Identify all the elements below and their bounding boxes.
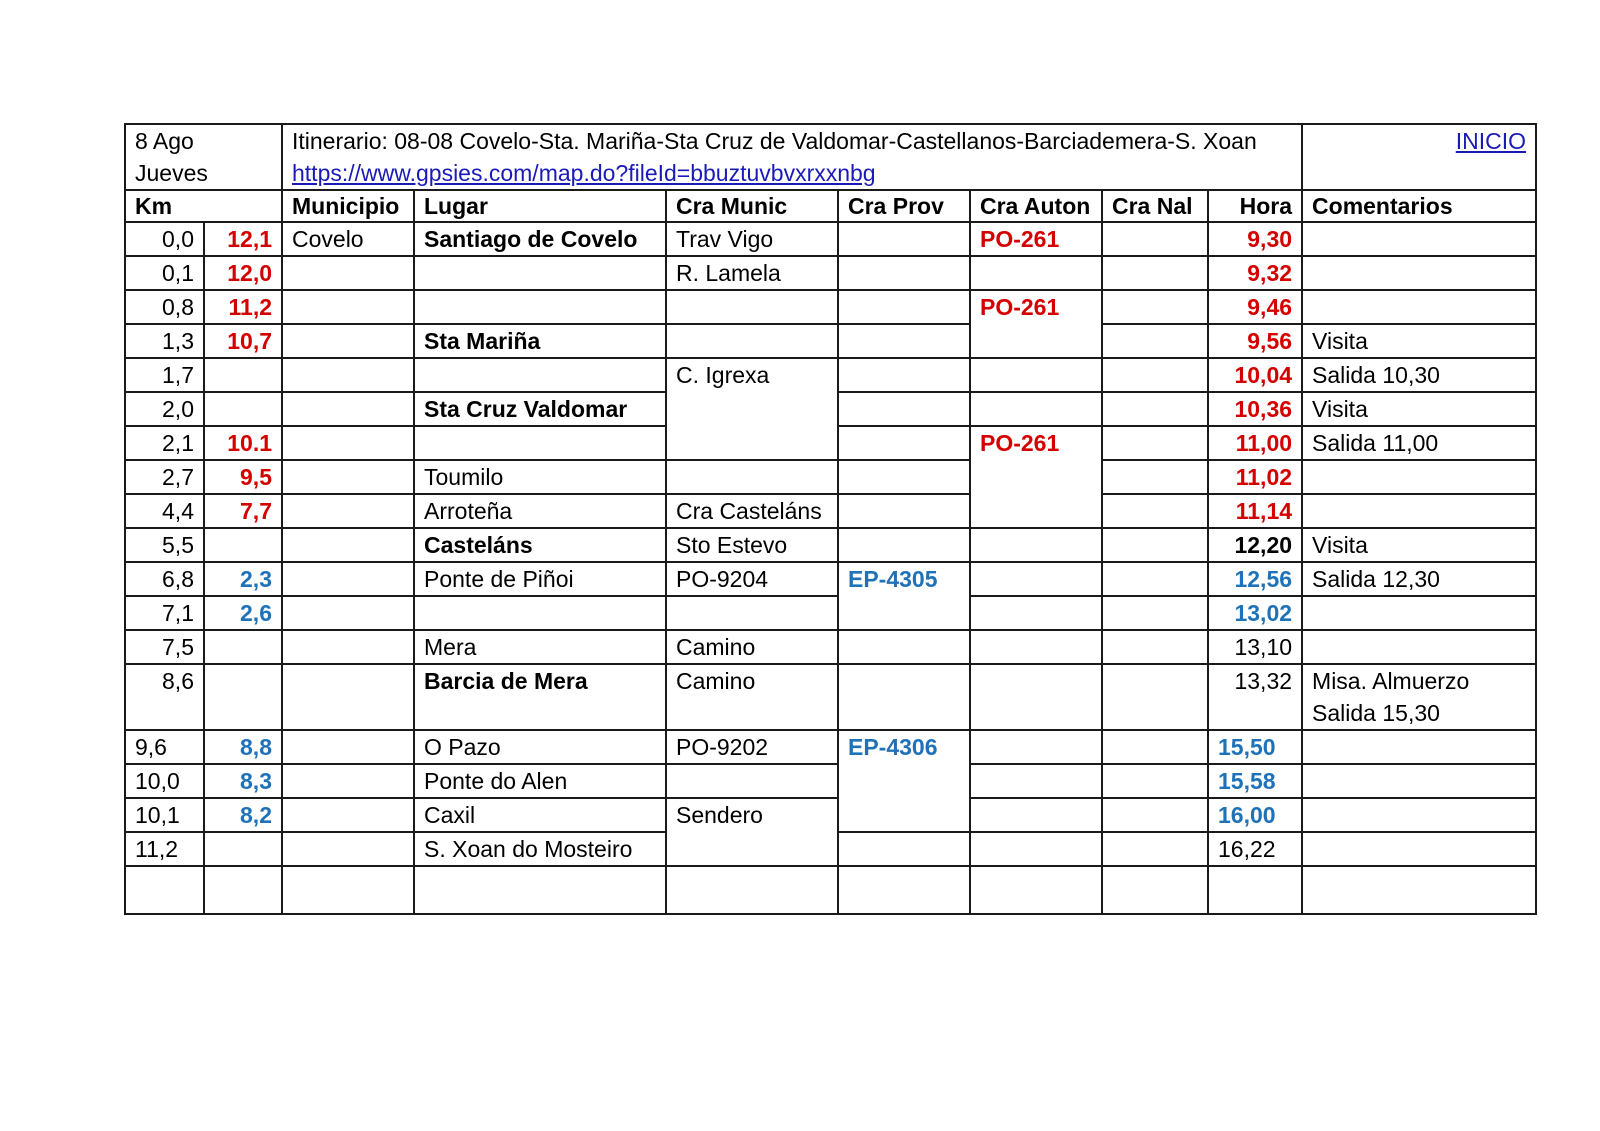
cra-auton-cell	[970, 630, 1102, 664]
lugar-cell	[414, 290, 666, 324]
km-cell: 1,7	[125, 358, 204, 392]
km-cell: 10,1	[125, 798, 204, 832]
lugar-cell	[414, 426, 666, 460]
cra-prov-cell	[838, 324, 970, 358]
municipio-cell: Covelo	[282, 222, 414, 256]
inicio-cell	[1302, 124, 1536, 190]
table-row	[125, 324, 1536, 358]
cra-auton-cell: PO-261	[970, 222, 1102, 256]
cra-prov-cell	[838, 460, 970, 494]
municipio-cell	[282, 494, 414, 528]
cra-auton-cell	[970, 528, 1102, 562]
cra-auton-cell	[970, 798, 1102, 832]
lugar-cell: Mera	[414, 630, 666, 664]
cra-nal-cell	[1102, 730, 1208, 764]
comentario-cell: Visita	[1302, 392, 1536, 426]
municipio-cell	[282, 290, 414, 324]
cra-munic-cell: Trav Vigo	[666, 222, 838, 256]
km-cell: 4,4	[125, 494, 204, 528]
cra-nal-cell	[1102, 596, 1208, 630]
lugar-cell	[414, 358, 666, 392]
km-remaining-cell: 11,2	[204, 290, 282, 324]
km-remaining-cell: 10.1	[204, 426, 282, 460]
cra-munic-cell: Camino	[666, 664, 838, 730]
cra-munic-cell: Sto Estevo	[666, 528, 838, 562]
km-cell: 9,6	[125, 730, 204, 764]
lugar-cell: Sta Cruz Valdomar	[414, 392, 666, 426]
cra-auton-cell	[970, 596, 1102, 630]
lugar-cell: Ponte do Alen	[414, 764, 666, 798]
km-remaining-cell: 8,8	[204, 730, 282, 764]
date-cell	[125, 124, 282, 190]
km-remaining-cell	[204, 664, 282, 730]
empty-cell	[1302, 866, 1536, 914]
lugar-cell: O Pazo	[414, 730, 666, 764]
hora-cell: 13,02	[1208, 596, 1302, 630]
km-remaining-cell: 8,2	[204, 798, 282, 832]
km-remaining-cell: 2,6	[204, 596, 282, 630]
cra-nal-cell	[1102, 494, 1208, 528]
km-cell: 7,1	[125, 596, 204, 630]
col-hora: Hora	[1208, 190, 1302, 222]
cra-munic-cell: C. Igrexa	[666, 358, 838, 460]
km-remaining-cell: 9,5	[204, 460, 282, 494]
cra-auton-cell: PO-261	[970, 426, 1102, 528]
km-remaining-cell: 12,1	[204, 222, 282, 256]
cra-auton-cell	[970, 832, 1102, 866]
col-cra-auton: Cra Auton	[970, 190, 1102, 222]
km-cell: 5,5	[125, 528, 204, 562]
comentario-cell	[1302, 256, 1536, 290]
cra-nal-cell	[1102, 324, 1208, 358]
table-row	[125, 664, 1536, 730]
col-km: Km	[125, 190, 282, 222]
empty-cell	[414, 866, 666, 914]
comentario-cell: Visita	[1302, 528, 1536, 562]
km-cell: 10,0	[125, 764, 204, 798]
km-cell: 0,0	[125, 222, 204, 256]
cra-munic-cell: R. Lamela	[666, 256, 838, 290]
empty-cell	[125, 866, 204, 914]
cra-munic-cell	[666, 290, 838, 324]
comentario-cell	[1302, 596, 1536, 630]
lugar-cell: Ponte de Piñoi	[414, 562, 666, 596]
itinerary-title: Itinerario: 08-08 Covelo-Sta. Mariña-Sta Cruz de Valdomar-Castellanos-Barciademera-S. Xoan	[292, 128, 1257, 154]
comentario-cell	[1302, 764, 1536, 798]
km-remaining-cell	[204, 630, 282, 664]
col-comentarios: Comentarios	[1302, 190, 1536, 222]
cra-prov-cell	[838, 222, 970, 256]
table-row	[125, 494, 1536, 528]
comentario-cell	[1302, 460, 1536, 494]
cra-prov-cell	[838, 630, 970, 664]
cra-auton-cell	[970, 392, 1102, 426]
cra-prov-cell	[838, 392, 970, 426]
cra-nal-cell	[1102, 528, 1208, 562]
km-cell: 2,0	[125, 392, 204, 426]
cra-nal-cell	[1102, 256, 1208, 290]
cra-munic-cell	[666, 764, 838, 798]
cra-auton-cell	[970, 664, 1102, 730]
inicio-link[interactable]: INICIO	[1455, 128, 1527, 154]
hora-cell: 11,02	[1208, 460, 1302, 494]
lugar-cell: Barcia de Mera	[414, 664, 666, 730]
hora-cell: 11,14	[1208, 494, 1302, 528]
table-row	[125, 630, 1536, 664]
empty-cell	[970, 866, 1102, 914]
comentario-cell: Salida 10,30	[1302, 358, 1536, 392]
table-row	[125, 460, 1536, 494]
cra-prov-cell	[838, 426, 970, 460]
hora-cell: 15,50	[1208, 730, 1302, 764]
cra-munic-cell: PO-9202	[666, 730, 838, 764]
cra-munic-cell: PO-9204	[666, 562, 838, 596]
km-cell: 1,3	[125, 324, 204, 358]
hora-cell: 13,10	[1208, 630, 1302, 664]
empty-cell	[838, 866, 970, 914]
route-link[interactable]: https://www.gpsies.com/map.do?fileId=bbuztuvbvxrxxnbg	[292, 160, 876, 186]
empty-cell	[204, 866, 282, 914]
cra-prov-cell	[838, 528, 970, 562]
cra-auton-cell	[970, 358, 1102, 392]
comentario-line: Salida 15,30	[1312, 700, 1440, 726]
hora-cell: 12,56	[1208, 562, 1302, 596]
hora-cell: 12,20	[1208, 528, 1302, 562]
empty-row	[125, 866, 1536, 914]
col-cra-prov: Cra Prov	[838, 190, 970, 222]
cra-nal-cell	[1102, 290, 1208, 324]
lugar-cell	[414, 256, 666, 290]
comentario-cell: Salida 11,00	[1302, 426, 1536, 460]
cra-prov-cell	[838, 664, 970, 730]
km-remaining-cell: 7,7	[204, 494, 282, 528]
empty-cell	[1102, 866, 1208, 914]
hora-cell: 16,22	[1208, 832, 1302, 866]
cra-nal-cell	[1102, 358, 1208, 392]
col-lugar: Lugar	[414, 190, 666, 222]
cra-auton-cell	[970, 764, 1102, 798]
cra-nal-cell	[1102, 562, 1208, 596]
comentario-cell	[1302, 798, 1536, 832]
km-cell: 2,1	[125, 426, 204, 460]
cra-munic-cell	[666, 596, 838, 630]
hora-cell: 9,30	[1208, 222, 1302, 256]
col-municipio: Municipio	[282, 190, 414, 222]
lugar-cell: Arroteña	[414, 494, 666, 528]
municipio-cell	[282, 730, 414, 764]
comentario-cell: Visita	[1302, 324, 1536, 358]
col-cra-nal: Cra Nal	[1102, 190, 1208, 222]
comentario-cell: Salida 12,30	[1302, 562, 1536, 596]
hora-cell: 9,32	[1208, 256, 1302, 290]
table-row	[125, 596, 1536, 630]
cra-munic-cell: Camino	[666, 630, 838, 664]
lugar-cell	[414, 596, 666, 630]
comentario-cell	[1302, 494, 1536, 528]
cra-munic-cell: Sendero	[666, 798, 838, 866]
col-cra-munic: Cra Munic	[666, 190, 838, 222]
km-remaining-cell: 12,0	[204, 256, 282, 290]
municipio-cell	[282, 426, 414, 460]
municipio-cell	[282, 324, 414, 358]
cra-nal-cell	[1102, 392, 1208, 426]
municipio-cell	[282, 460, 414, 494]
municipio-cell	[282, 358, 414, 392]
cra-nal-cell	[1102, 764, 1208, 798]
comentario-cell	[1302, 730, 1536, 764]
comentario-cell	[1302, 832, 1536, 866]
cra-nal-cell	[1102, 664, 1208, 730]
lugar-cell: Toumilo	[414, 460, 666, 494]
municipio-cell	[282, 798, 414, 832]
cra-auton-cell	[970, 562, 1102, 596]
hora-cell: 13,32	[1208, 664, 1302, 730]
table-row	[125, 358, 1536, 392]
cra-nal-cell	[1102, 222, 1208, 256]
lugar-cell: Caxil	[414, 798, 666, 832]
cra-prov-cell: EP-4306	[838, 730, 970, 832]
table-row	[125, 222, 1536, 256]
municipio-cell	[282, 256, 414, 290]
table-row	[125, 256, 1536, 290]
header-row	[125, 124, 1536, 190]
municipio-cell	[282, 596, 414, 630]
empty-cell	[1208, 866, 1302, 914]
cra-auton-cell	[970, 256, 1102, 290]
municipio-cell	[282, 630, 414, 664]
lugar-cell: Casteláns	[414, 528, 666, 562]
municipio-cell	[282, 764, 414, 798]
km-remaining-cell: 8,3	[204, 764, 282, 798]
hora-cell: 16,00	[1208, 798, 1302, 832]
empty-cell	[282, 866, 414, 914]
cra-prov-cell: EP-4305	[838, 562, 970, 630]
table-row	[125, 562, 1536, 596]
comentario-line: Misa. Almuerzo	[1312, 668, 1470, 694]
cra-nal-cell	[1102, 426, 1208, 460]
municipio-cell	[282, 664, 414, 730]
cra-nal-cell	[1102, 798, 1208, 832]
municipio-cell	[282, 562, 414, 596]
km-remaining-cell	[204, 528, 282, 562]
cra-auton-cell	[970, 730, 1102, 764]
table-row	[125, 764, 1536, 798]
lugar-cell: Santiago de Covelo	[414, 222, 666, 256]
table-row	[125, 528, 1536, 562]
table-row	[125, 290, 1536, 324]
cra-prov-cell	[838, 290, 970, 324]
hora-cell: 15,58	[1208, 764, 1302, 798]
km-remaining-cell	[204, 392, 282, 426]
km-remaining-cell: 2,3	[204, 562, 282, 596]
cra-prov-cell	[838, 256, 970, 290]
date: 8 Ago	[135, 128, 194, 154]
empty-cell	[666, 866, 838, 914]
km-remaining-cell: 10,7	[204, 324, 282, 358]
km-cell: 0,8	[125, 290, 204, 324]
km-remaining-cell	[204, 358, 282, 392]
km-cell: 7,5	[125, 630, 204, 664]
municipio-cell	[282, 392, 414, 426]
cra-prov-cell	[838, 494, 970, 528]
cra-munic-cell	[666, 324, 838, 358]
comentario-cell	[1302, 630, 1536, 664]
table-row	[125, 730, 1536, 764]
km-cell: 0,1	[125, 256, 204, 290]
cra-munic-cell: Cra Casteláns	[666, 494, 838, 528]
cra-auton-cell: PO-261	[970, 290, 1102, 358]
municipio-cell	[282, 832, 414, 866]
hora-cell: 9,46	[1208, 290, 1302, 324]
cra-prov-cell	[838, 358, 970, 392]
comentario-cell	[1302, 222, 1536, 256]
itinerary-cell	[282, 124, 1302, 190]
km-cell: 2,7	[125, 460, 204, 494]
cra-munic-cell	[666, 460, 838, 494]
lugar-cell: S. Xoan do Mosteiro	[414, 832, 666, 866]
itinerary-table	[124, 123, 1537, 915]
hora-cell: 9,56	[1208, 324, 1302, 358]
km-cell: 8,6	[125, 664, 204, 730]
cra-prov-cell	[838, 832, 970, 866]
lugar-cell: Sta Mariña	[414, 324, 666, 358]
hora-cell: 10,36	[1208, 392, 1302, 426]
hora-cell: 10,04	[1208, 358, 1302, 392]
km-remaining-cell	[204, 832, 282, 866]
hora-cell: 11,00	[1208, 426, 1302, 460]
cra-nal-cell	[1102, 630, 1208, 664]
municipio-cell	[282, 528, 414, 562]
comentario-cell	[1302, 664, 1536, 730]
weekday: Jueves	[135, 160, 208, 186]
cra-nal-cell	[1102, 460, 1208, 494]
table-row	[125, 798, 1536, 832]
km-cell: 11,2	[125, 832, 204, 866]
km-cell: 6,8	[125, 562, 204, 596]
comentario-cell	[1302, 290, 1536, 324]
cra-nal-cell	[1102, 832, 1208, 866]
column-header-row	[125, 190, 1536, 222]
